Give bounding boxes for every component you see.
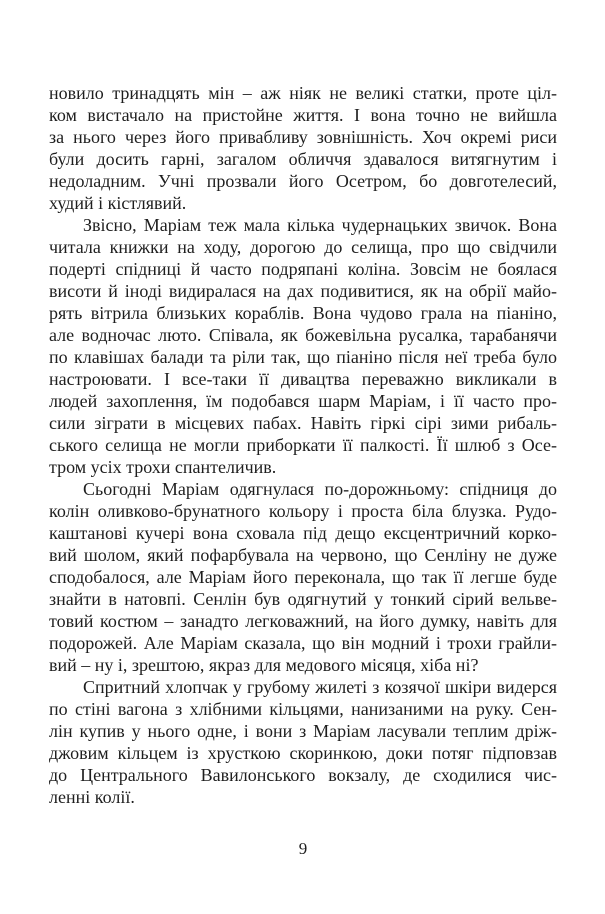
text-line: до Центрального Вавилонського вокзалу, де сходилися чис-	[49, 765, 557, 785]
text-line: джовим кільцем із хрусткою скоринкою, доки потяг підповзав	[49, 743, 557, 763]
paragraph	[49, 676, 557, 808]
text-line: ком вистачало на пристойне життя. І вона точно не вийшла	[49, 105, 557, 125]
paragraph	[49, 478, 557, 676]
text-line: новило тринадцять мін – аж ніяк не великі статки, проте ціл-	[49, 83, 557, 103]
text-line: рять вітрила близьких кораблів. Вона чудово грала на піаніно,	[49, 303, 557, 323]
text-line: худий і кістлявий.	[49, 193, 187, 213]
text-line: читала книжки на ходу, дорогою до селища, про що свідчили	[49, 237, 557, 257]
text-line: Спритний хлопчак у грубому жилеті з козячої шкіри видерся	[83, 677, 557, 697]
page-text	[49, 82, 557, 808]
text-line: настроювати. І все-таки її дивацтва переважно викликали в	[49, 369, 557, 389]
paragraph	[49, 214, 557, 478]
text-line: вий – ну і, зрештою, якраз для медового місяця, хіба ні?	[49, 655, 479, 675]
text-line: товий костюм – занадто легковажний, на його думку, навіть для	[49, 611, 557, 631]
text-line: але водночас люто. Співала, як божевільна русалка, тарабанячи	[49, 325, 557, 345]
text-line: ського селища не могли приборкати її палкості. Її шлюб з Осе-	[49, 435, 557, 455]
text-line: сподобалося, але Маріам його переконала, що так її легше буде	[49, 567, 557, 587]
text-line: по стіні вагона з хлібними кільцями, нанизаними на руку. Сен-	[49, 699, 557, 719]
text-line: подорожей. Але Маріам сказала, що він модний і трохи грайли-	[49, 633, 557, 653]
text-line: висоти й іноді видиралася на дах подивитися, як на обрії майо-	[49, 281, 557, 301]
text-line: за нього через його привабливу зовнішність. Хоч окремі риси	[49, 127, 557, 147]
text-line: по клавішах балади та ріли так, що піаніно після неї треба було	[49, 347, 557, 367]
text-line: Звісно, Маріам теж мала кілька чудернацьких звичок. Вона	[83, 215, 557, 235]
text-line: тром усіх трохи спантеличив.	[49, 457, 277, 477]
text-line: подерті спідниці й часто подряпані коліна. Зовсім не боялася	[49, 259, 557, 279]
text-line: людей захоплення, їм подобався шарм Маріам, і її часто про-	[49, 391, 557, 411]
text-line: каштанові кучері вона сховала під дещо ексцентричний корко-	[49, 523, 557, 543]
text-line: ленні колії.	[49, 787, 135, 807]
text-line: сили зіграти в місцевих пабах. Навіть гіркі сірі зими рибаль-	[49, 413, 557, 433]
text-line: знайти в натовпі. Сенлін був одягнутий у тонкий сірий вельве-	[49, 589, 557, 609]
text-line: були досить гарні, загалом обличчя здавалося витягнутим і	[49, 149, 557, 169]
text-line: лін купив у нього одне, і вони з Маріам ласували теплим дріж-	[49, 721, 557, 741]
page-number: 9	[298, 839, 308, 858]
text-line: вий шолом, який пофарбувала на червоно, що Сенліну не дуже	[49, 545, 557, 565]
text-line: колін оливково-брунатного кольору і проста біла блузка. Рудо-	[49, 501, 557, 521]
text-line: Сьогодні Маріам одягнулася по-дорожньому: спідниця до	[83, 479, 557, 499]
text-line: недоладним. Учні прозвали його Осетром, бо довготелесий,	[49, 171, 557, 191]
paragraph	[49, 82, 557, 214]
